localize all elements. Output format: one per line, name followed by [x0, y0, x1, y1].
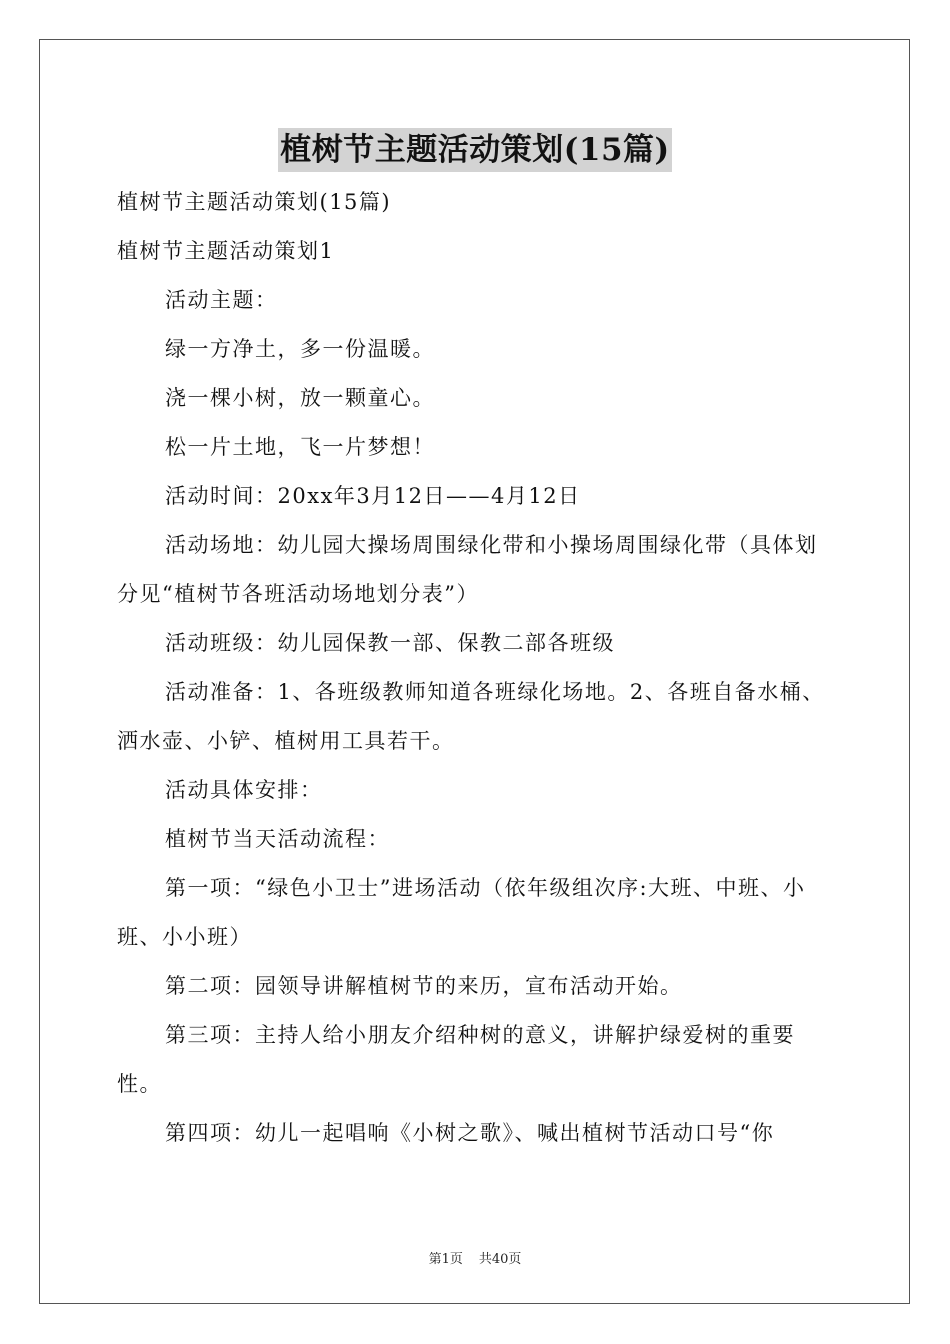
paragraph: 活动班级：幼儿园保教一部、保教二部各班级 — [165, 631, 615, 655]
paragraph: 第四项：幼儿一起唱响《小树之歌》、喊出植树节活动口号“你 — [165, 1121, 775, 1145]
page-number: 第1页 — [428, 1252, 463, 1267]
title-wrap — [0, 128, 950, 172]
page-total: 共40页 — [478, 1252, 522, 1267]
paragraph: 植树节当天活动流程： — [165, 827, 390, 851]
document-title: 植树节主题活动策划(15篇) — [278, 128, 671, 172]
paragraph: 活动具体安排： — [165, 778, 323, 802]
paragraph: 植树节主题活动策划1 — [117, 239, 335, 263]
paragraph: 活动准备：1、各班级教师知道各班绿化场地。2、各班自备水桶、洒水壶、小铲、植树用工具若干。 — [117, 680, 825, 753]
paragraph: 第二项：园领导讲解植树节的来历，宣布活动开始。 — [165, 974, 683, 998]
paragraph: 第三项：主持人给小朋友介绍种树的意义，讲解护绿爱树的重要性。 — [117, 1023, 795, 1096]
paragraph: 第一项：“绿色小卫士”进场活动（依年级组次序:大班、中班、小班、小小班） — [117, 876, 806, 949]
document-body — [117, 178, 837, 1158]
paragraph: 活动主题： — [165, 288, 278, 312]
paragraph: 活动场地：幼儿园大操场周围绿化带和小操场周围绿化带（具体划分见“植树节各班活动场地划分表”） — [117, 533, 818, 606]
paragraph: 活动时间：20xx年3月12日——4月12日 — [165, 484, 581, 508]
paragraph: 绿一方净土，多一份温暖。 — [165, 337, 435, 361]
paragraph: 松一片土地，飞一片梦想！ — [165, 435, 435, 459]
paragraph: 浇一棵小树，放一颗童心。 — [165, 386, 435, 410]
paragraph: 植树节主题活动策划(15篇) — [117, 190, 392, 214]
page-footer — [0, 1248, 950, 1267]
